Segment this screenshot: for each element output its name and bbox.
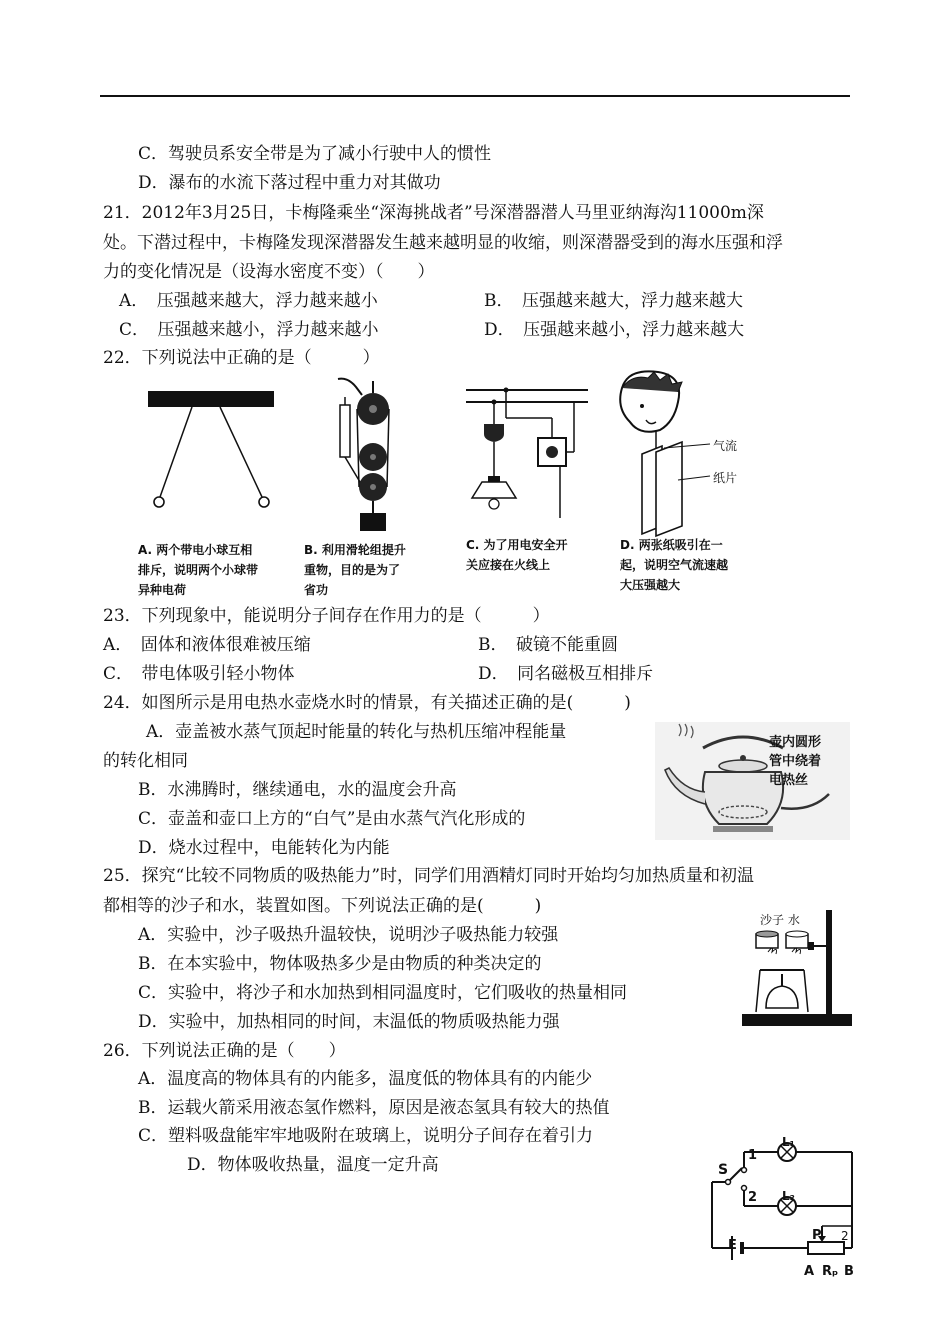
q22-label-paper: 纸片 [713,471,738,485]
circuit-label-2b: 2 [841,1229,849,1243]
q22-caption-d-1: D. 两张纸吸引在一 [620,538,723,552]
q23-option-d: D． 同名磁极互相排斥 [478,664,654,684]
q26-option-b: B．运载火箭采用液态氢作燃料，原因是液态氢具有较大的热值 [138,1098,610,1118]
q26-option-c: C．塑料吸盘能牢牢地吸附在玻璃上，说明分子间存在着引力 [138,1126,594,1146]
q26-option-a: A．温度高的物体具有的内能多，温度低的物体具有的内能少 [138,1069,593,1089]
circuit-label-b: B [844,1264,854,1279]
q22-caption-a-2: 排斥，说明两个小球带 [138,563,259,577]
circuit-label-p: P [812,1228,822,1243]
q25-option-c: C．实验中，将沙子和水加热到相同温度时，它们吸收的热量相同 [138,983,628,1003]
q21-option-d: D． 压强越来越小，浮力越来越大 [484,320,745,340]
q20-option-c: C．驾驶员系安全带是为了减小行驶中人的惯性 [138,144,492,164]
circuit-label-2: 2 [748,1190,758,1205]
q25-fig-label: 沙子 水 [760,913,800,927]
circuit-label-rp: Rₚ [822,1264,839,1279]
pith-balls-figure [140,385,290,520]
circuit-label-l1: L₁ [782,1135,795,1149]
q21-option-b: B． 压强越来越大，浮力越来越大 [484,291,743,311]
q26-stem: 26．下列说法正确的是（ ） [103,1041,346,1061]
q21-stem-line3: 力的变化情况是（设海水密度不变）（ ） [103,262,435,282]
q22-caption-d-3: 大压强越大 [620,578,681,592]
lamp-switch-figure [462,378,592,528]
q25-option-a: A．实验中，沙子吸热升温较快，说明沙子吸热能力较强 [138,925,559,945]
q23-stem: 23．下列现象中，能说明分子间存在作用力的是（ ） [103,606,550,626]
q22-caption-c-2: 关应接在火线上 [466,558,551,572]
q24-option-c: C．壶盖和壶口上方的“白气”是由水蒸气汽化形成的 [138,809,526,829]
circuit-figure [698,1122,858,1282]
q22-caption-b-1: B. 利用滑轮组提升 [304,543,406,557]
q24-stem: 24．如图所示是用电热水壶烧水时的情景，有关描述正确的是( ) [103,693,631,713]
header-rule [100,95,850,97]
q23-option-b: B． 破镜不能重圆 [478,635,618,655]
q24-option-a-line2: 的转化相同 [103,751,188,771]
q24-option-d: D．烧水过程中，电能转化为内能 [138,838,390,858]
q21-option-a: A． 压强越来越大，浮力越来越小 [119,291,378,311]
q22-caption-d-2: 起，说明空气流速越 [620,558,729,572]
circuit-label-e: E [728,1238,737,1253]
q25-option-d: D．实验中，加热相同的时间，末温低的物质吸热能力强 [138,1012,560,1032]
circuit-label-a: A [804,1264,815,1279]
q25-option-b: B．在本实验中，物体吸热多少是由物质的种类决定的 [138,954,542,974]
q23-option-a: A． 固体和液体很难被压缩 [103,635,311,655]
q24-fig-label-3: 电热丝 [769,773,809,788]
paper-blow-figure [612,368,762,538]
circuit-label-s: S [718,1162,729,1178]
q24-option-a-line1: A．壶盖被水蒸气顶起时能量的转化与热机压缩冲程能量 [146,722,567,742]
q22-caption-b-3: 省功 [304,583,329,597]
q21-stem-line1: 21．2012年3月25日，卡梅隆乘坐“深海挑战者”号深潜器潜人马里亚纳海沟11000m深 [103,203,764,223]
q25-stem-line1: 25．探究“比较不同物质的吸热能力”时，同学们用酒精灯同时开始均匀加热质量和初温 [103,866,755,886]
q24-fig-label-2: 管中绕着 [769,754,822,769]
q21-option-c: C． 压强越来越小，浮力越来越小 [119,320,379,340]
q22-stem: 22．下列说法中正确的是（ ） [103,348,380,368]
q22-caption-c-1: C. 为了用电安全开 [466,538,568,552]
circuit-label-1: 1 [748,1148,758,1163]
pulley-figure [318,375,418,535]
q25-stem-line2: 都相等的沙子和水，装置如图。下列说法正确的是( ) [103,896,542,916]
q24-option-b: B．水沸腾时，继续通电，水的温度会升高 [138,780,457,800]
q20-option-d: D．瀑布的水流下落过程中重力对其做功 [138,173,441,193]
q21-stem-line2: 处。下潜过程中，卡梅隆发现深潜器发生越来越明显的收缩，则深潜器受到的海水压强和浮 [103,233,783,253]
q22-caption-b-2: 重物，目的是为了 [304,563,401,577]
q22-caption-a-3: 异种电荷 [138,583,187,597]
q26-option-d: D．物体吸收热量，温度一定升高 [187,1155,439,1175]
q22-label-air: 气流 [713,439,738,453]
circuit-label-l2: L₂ [782,1189,795,1203]
q22-caption-a-1: A. 两个带电小球互相 [138,543,253,557]
q24-fig-label-1: 壶内圆形 [769,735,822,750]
q23-option-c: C． 带电体吸引轻小物体 [103,664,295,684]
